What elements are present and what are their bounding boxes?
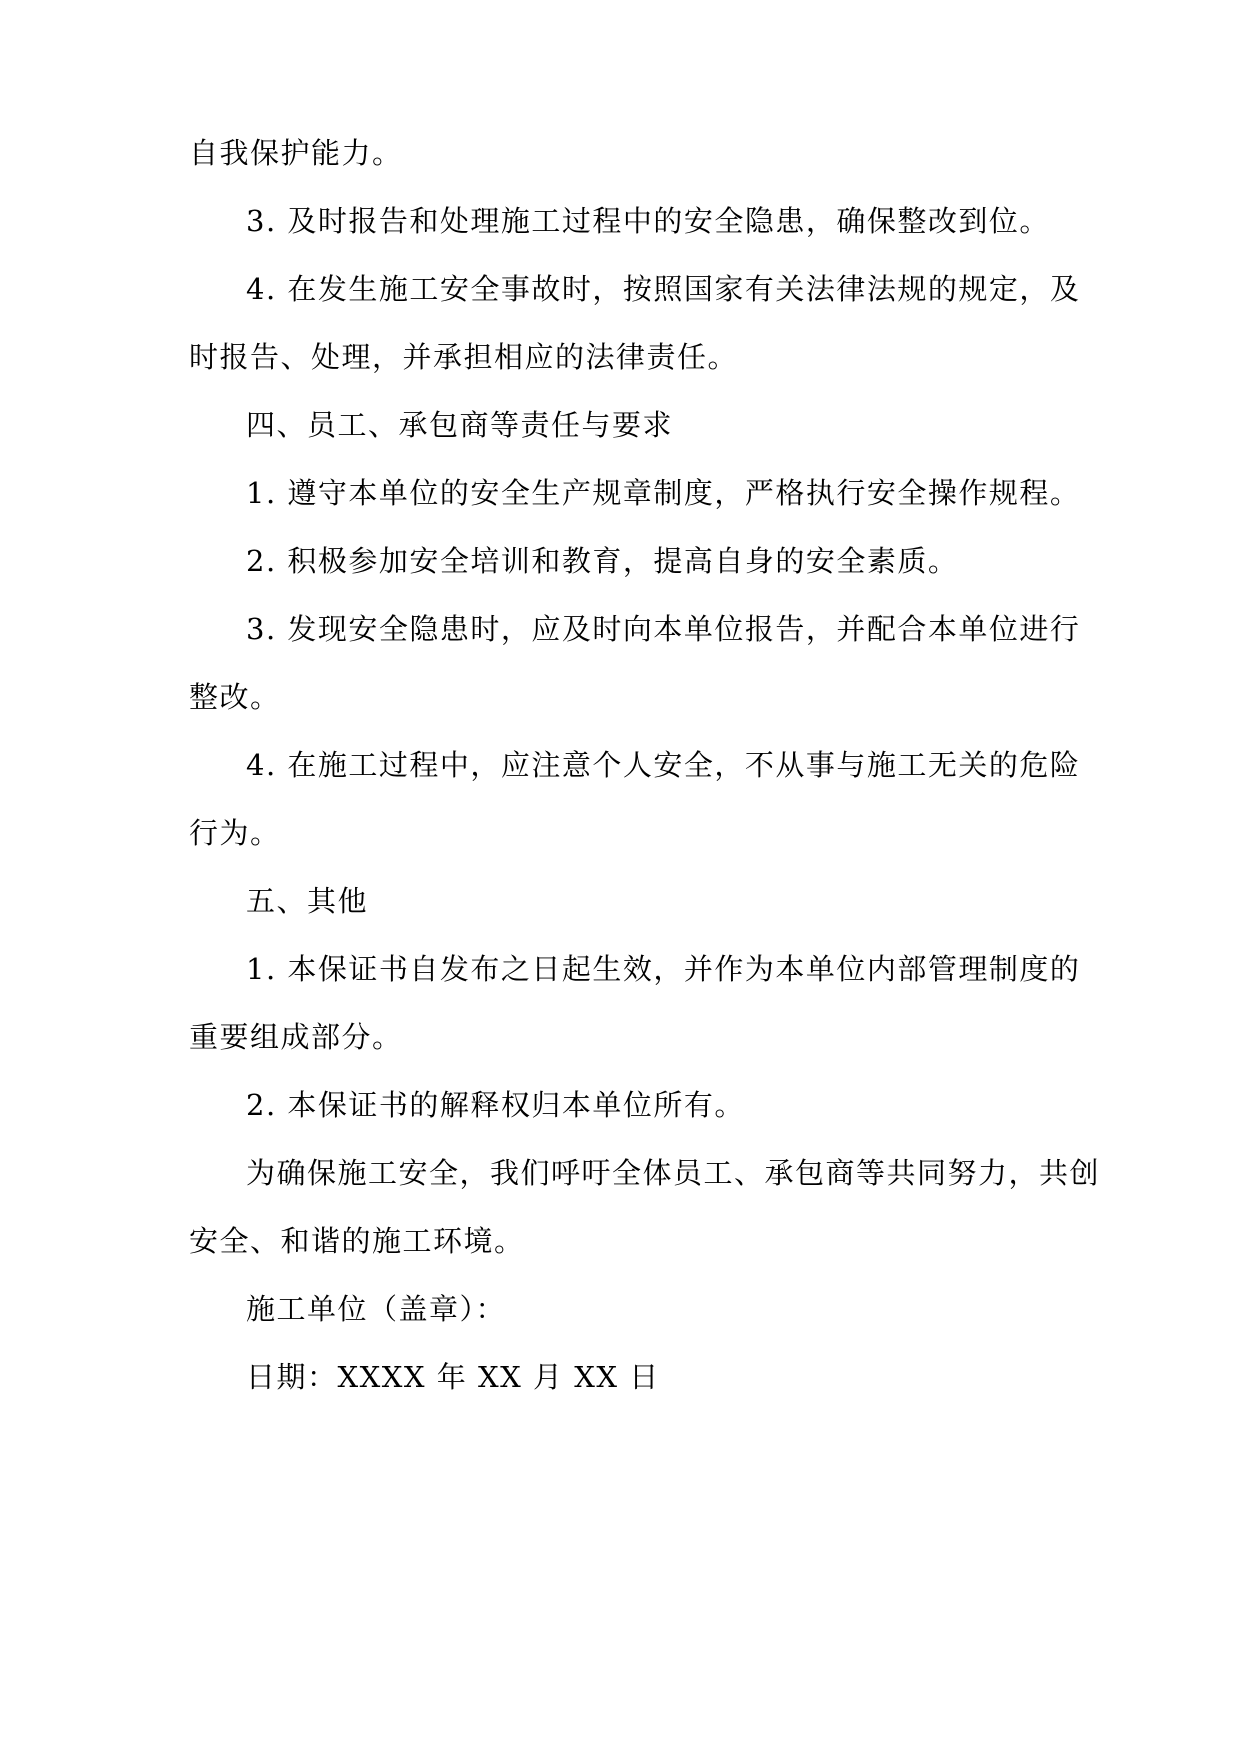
- section-heading: 四、员工、承包商等责任与要求: [246, 408, 674, 442]
- text-line: 重要组成部分。: [189, 1020, 403, 1054]
- text-line: 行为。: [189, 816, 281, 850]
- text-line: 时报告、处理，并承担相应的法律责任。: [189, 340, 739, 374]
- text-line: 整改。: [189, 680, 281, 714]
- section-heading: 五、其他: [246, 884, 369, 918]
- text-line: 1. 遵守本单位的安全生产规章制度，严格执行安全操作规程。: [246, 476, 1081, 510]
- text-line: 自我保护能力。: [189, 136, 403, 170]
- text-line: 4. 在发生施工安全事故时，按照国家有关法律法规的规定，及: [246, 272, 1081, 306]
- text-line: 1. 本保证书自发布之日起生效，并作为本单位内部管理制度的: [246, 952, 1081, 986]
- text-line: 4. 在施工过程中，应注意个人安全，不从事与施工无关的危险: [246, 748, 1081, 782]
- date-line: 日期：XXXX 年 XX 月 XX 日: [246, 1360, 660, 1394]
- signature-label: 施工单位（盖章）：: [246, 1292, 507, 1326]
- text-line: 为确保施工安全，我们呼吁全体员工、承包商等共同努力，共创: [246, 1156, 1101, 1190]
- text-line: 3. 及时报告和处理施工过程中的安全隐患，确保整改到位。: [246, 204, 1050, 238]
- text-line: 3. 发现安全隐患时，应及时向本单位报告，并配合本单位进行: [246, 612, 1081, 646]
- text-line: 2. 本保证书的解释权归本单位所有。: [246, 1088, 745, 1122]
- text-line: 2. 积极参加安全培训和教育，提高自身的安全素质。: [246, 544, 959, 578]
- text-line: 安全、和谐的施工环境。: [189, 1224, 525, 1258]
